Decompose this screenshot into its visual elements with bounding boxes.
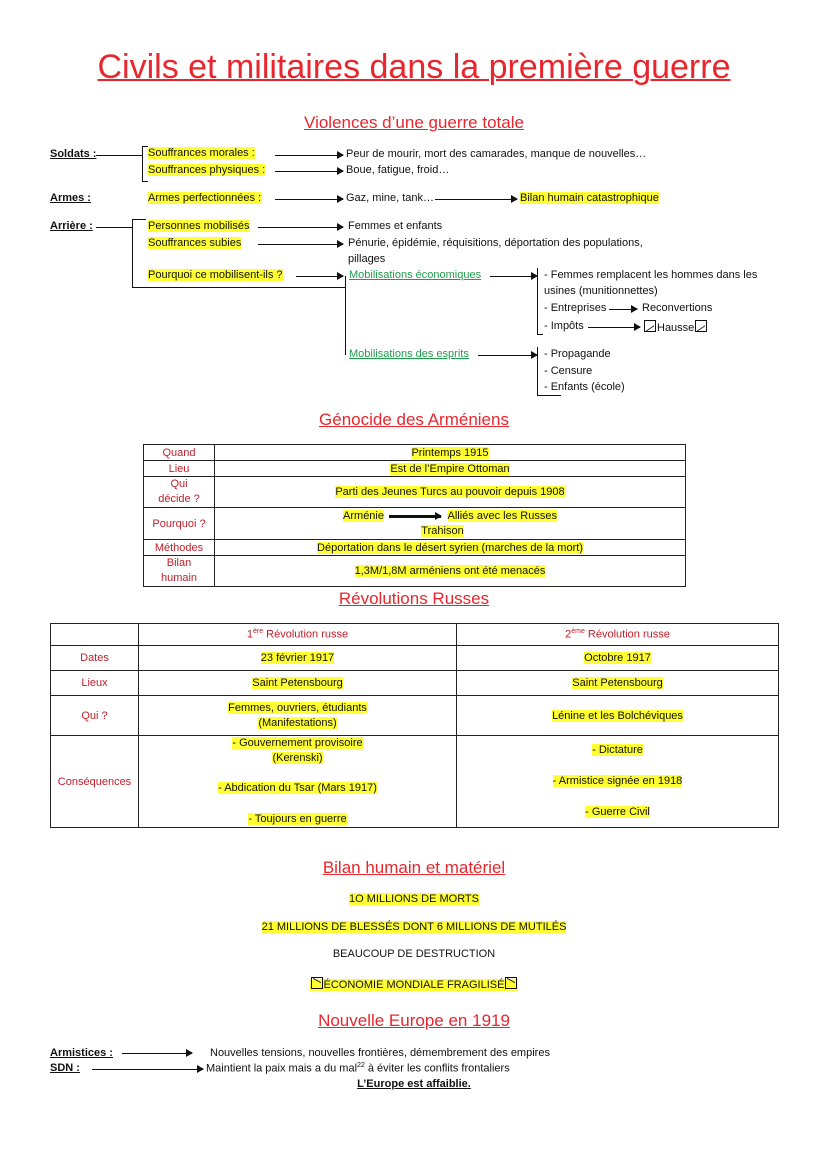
cell: Lénine et les Bolchéviques <box>457 696 779 736</box>
arrow-icon <box>490 276 537 277</box>
row-label: Qui ? <box>51 696 139 736</box>
row-label: Méthodes <box>144 540 215 556</box>
cell: Femmes, ouvriers, étudiants (Manifestations) <box>139 696 457 736</box>
table-row <box>144 477 686 508</box>
eco-item-3: - Impôts <box>544 320 584 332</box>
table-row <box>144 508 686 540</box>
cell: Saint Petensbourg <box>139 671 457 696</box>
bracket-line <box>132 219 133 288</box>
row-label: Quand <box>144 445 215 461</box>
pourquoi-mobilisent: Pourquoi ce mobilisent-ils ? <box>148 269 283 281</box>
row-value: Déportation dans le désert syrien (marches de la mort) <box>215 540 686 556</box>
arrow-icon <box>435 199 517 200</box>
bilan-line-1: 1O MILLIONS DE MORTS <box>349 893 479 905</box>
eco-item-2b: Reconvertions <box>642 302 713 314</box>
table-row <box>144 556 686 587</box>
connector-line <box>345 276 346 355</box>
row-label: Qui décide ? <box>144 477 215 508</box>
empty-cell <box>51 624 139 646</box>
row-label: Dates <box>51 646 139 671</box>
row-value: Arménie Alliés avec les Russes Trahison <box>215 508 686 540</box>
mobilisations-esprits: Mobilisations des esprits <box>349 348 469 360</box>
bracket-line <box>537 268 538 335</box>
section-heading-genocide: Génocide des Arméniens <box>319 410 509 429</box>
bracket-line <box>537 334 543 335</box>
cell: Octobre 1917 <box>457 646 779 671</box>
soldats-label: Soldats : <box>50 148 97 160</box>
row-value: Printemps 1915 <box>215 445 686 461</box>
sdn-desc: Maintient la paix mais a du mal$^{22}$ à éviter les conflits frontaliers <box>206 1062 510 1075</box>
arrow-icon <box>478 355 537 356</box>
cell: 23 février 1917 <box>139 646 457 671</box>
bracket-line <box>537 347 538 396</box>
morales-desc: Peur de mourir, mort des camarades, manque de nouvelles… <box>346 148 647 160</box>
personnes-mobilises: Personnes mobilisés <box>148 220 250 232</box>
bilan-line-3: BEAUCOUP DE DESTRUCTION <box>332 948 496 960</box>
armes-perfectionnees: Armes perfectionnées : <box>148 192 262 204</box>
bracket-line <box>142 146 143 182</box>
table-row <box>51 736 779 828</box>
mobilises-desc: Femmes et enfants <box>348 220 443 232</box>
row-label: Lieux <box>51 671 139 696</box>
armes-label: Armes : <box>50 192 91 204</box>
cell: - Dictature - Armistice signée en 1918 - Guerre Civil <box>457 736 779 828</box>
mobilisations-economiques: Mobilisations économiques <box>349 269 482 281</box>
row-value: Est de l’Empire Ottoman <box>215 461 686 477</box>
table-row <box>144 540 686 556</box>
arrow-icon <box>588 327 640 328</box>
esprits-item-3: - Enfants (école) <box>544 381 625 393</box>
trend-down-icon <box>505 977 517 989</box>
arrow-icon <box>258 244 343 245</box>
armistices-desc: Nouvelles tensions, nouvelles frontières, démembrement des empires <box>210 1047 550 1059</box>
esprits-item-2: - Censure <box>544 365 593 377</box>
section-heading-bilan: Bilan humain et matériel <box>322 858 506 877</box>
bracket-line <box>132 219 146 220</box>
arrow-icon <box>92 1069 203 1070</box>
arrow-icon <box>275 155 343 156</box>
bilan-catastrophique: Bilan humain catastrophique <box>520 192 659 204</box>
arrow-icon <box>258 227 343 228</box>
arrow-icon <box>296 276 343 277</box>
connector-line <box>96 155 143 156</box>
subies-desc-1: Pénurie, épidémie, réquisitions, déportation des populations, <box>348 237 643 249</box>
col-header-1: 1ère Révolution russe <box>139 624 457 646</box>
armes-desc: Gaz, mine, tank… <box>346 192 435 204</box>
bracket-line <box>132 287 345 288</box>
hausse-row <box>643 320 708 334</box>
row-label: Bilan humain <box>144 556 215 587</box>
arrow-icon <box>275 171 343 172</box>
souffrances-subies: Souffrances subies <box>148 237 242 249</box>
eco-item-1a: - Femmes remplacent les hommes dans les <box>544 269 758 281</box>
trend-up-icon <box>695 320 707 332</box>
esprits-item-1: - Propagande <box>544 348 611 360</box>
bracket-line <box>142 181 148 182</box>
row-label: Conséquences <box>51 736 139 828</box>
eco-item-3b: Hausse <box>657 322 695 334</box>
section-heading-revolutions: Révolutions Russes <box>338 589 490 608</box>
eco-item-2: - Entreprises <box>544 302 607 314</box>
row-value: Parti des Jeunes Turcs au pouvoir depuis 1908 <box>215 477 686 508</box>
arrow-icon <box>122 1053 192 1054</box>
table-row <box>144 445 686 461</box>
table-row <box>51 671 779 696</box>
arrow-icon <box>275 199 343 200</box>
sdn-label: SDN : <box>50 1062 80 1074</box>
table-row <box>51 624 779 646</box>
section-heading-europe: Nouvelle Europe en 1919 <box>318 1011 510 1030</box>
armistices-label: Armistices : <box>50 1047 113 1059</box>
section-heading-violences: Violences d’une guerre totale <box>304 113 524 132</box>
eco-item-1b: usines (munitionnettes) <box>544 285 658 297</box>
trend-up-icon <box>644 320 656 332</box>
arrow-icon <box>609 309 637 310</box>
subies-desc-2: pillages <box>348 253 386 265</box>
table-row <box>51 646 779 671</box>
connector-line <box>96 227 133 228</box>
bilan-line-4: ÉCONOMIE MONDIALE FRAGILISÉ <box>0 977 828 991</box>
row-label: Pourquoi ? <box>144 508 215 540</box>
souffrances-physiques: Souffrances physiques : <box>148 164 266 176</box>
cell: - Gouvernement provisoire (Kerenski) - Abdication du Tsar (Mars 1917) - Toujours en guerre <box>139 736 457 828</box>
arriere-label: Arrière : <box>50 220 93 232</box>
bracket-line <box>537 395 561 396</box>
arrow-icon <box>389 515 441 518</box>
bilan-line-2: 21 MILLIONS DE BLESSÉS DONT 6 MILLIONS DE MUTILÉS <box>261 921 567 933</box>
row-value: 1,3M/1,8M arméniens ont été menacés <box>215 556 686 587</box>
cell: Saint Petensbourg <box>457 671 779 696</box>
physiques-desc: Boue, fatigue, froid… <box>346 164 450 176</box>
table-row <box>51 696 779 736</box>
conclusion: L’Europe est affaiblie. <box>357 1078 471 1090</box>
page-title: Civils et militaires dans la première guerre <box>97 48 731 86</box>
souffrances-morales: Souffrances morales : <box>148 147 255 159</box>
trend-down-icon <box>311 977 323 989</box>
col-header-2: 2ème Révolution russe <box>457 624 779 646</box>
genocide-table <box>143 444 686 587</box>
table-row <box>144 461 686 477</box>
row-label: Lieu <box>144 461 215 477</box>
revolutions-table <box>50 623 779 828</box>
